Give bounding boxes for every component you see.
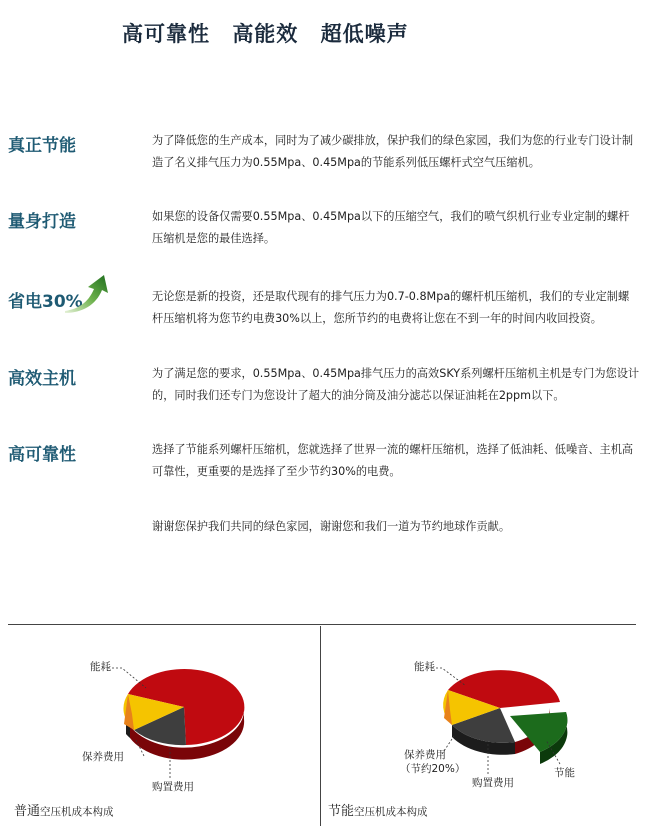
pie-chart-saving: [370, 630, 610, 804]
section-title: 高效主机: [8, 369, 76, 389]
pie-label-saving: 节能: [554, 767, 575, 779]
headline-efficiency: 高能效: [232, 22, 299, 46]
section-title: 真正节能: [8, 136, 76, 156]
pie-label-energy: 能耗: [414, 661, 435, 673]
pie-label-purchase: 购置费用: [152, 781, 194, 793]
closing-text: 谢谢您保护我们共同的绿色家园，谢谢您和我们一道为节约地球作贡献。: [152, 520, 511, 533]
headline-low-noise: 超低噪声: [320, 22, 409, 46]
pie-label-maintenance-saving: （节约20%）: [400, 763, 466, 775]
headline-reliability: 高可靠性: [122, 22, 210, 46]
caption-big: 节能: [328, 804, 355, 819]
pie-ordinary-svg: [40, 630, 280, 800]
section-body: 为了满足您的要求，0.55Mpa、0.45Mpa排气压力的高效SKY系列螺杆压缩机主机是专门为您设计的，同时我们还专门为您设计了超大的油分筒及油分滤芯以保证油耗在2ppm以下。: [152, 367, 640, 402]
section-title: 量身打造: [8, 212, 76, 232]
caption-saving: [328, 800, 428, 819]
section-body: 无论您是新的投资，还是取代现有的排气压力为0.7-0.8Mpa的螺杆机压缩机，我们的专业定制螺杆压缩机将为您节约电费30%以上，您所节约的电费将让您在不到一年的时间内收回投资。: [152, 290, 630, 325]
pie-label-purchase: 购置费用: [472, 777, 514, 789]
pie-label-maintenance: 保养费用: [404, 749, 446, 761]
section-body: 如果您的设备仅需要0.55Mpa、0.45Mpa以下的压缩空气，我们的喷气织机行业专业定制的螺杆压缩机是您的最佳选择。: [152, 210, 630, 245]
caption-ordinary: [14, 800, 114, 819]
pie-chart-ordinary: [40, 630, 280, 804]
green-up-arrow-icon: [64, 273, 110, 313]
pie-label-maintenance: 保养费用: [82, 751, 124, 763]
section-body: 选择了节能系列螺杆压缩机，您就选择了世界一流的螺杆压缩机，选择了低油耗、低噪音、主机高可靠性，更重要的是选择了至少节约30%的电费。: [152, 443, 634, 478]
caption-big: 普通: [14, 804, 41, 819]
divider-horizontal: [8, 624, 636, 625]
section-body: 为了降低您的生产成本，同时为了减少碳排放，保护我们的绿色家园，我们为您的行业专门设计制造了名义排气压力为0.55Mpa、0.45Mpa的节能系列低压螺杆式空气压缩机。: [152, 134, 634, 169]
headline: [122, 18, 423, 48]
caption-small: 空压机成本构成: [354, 806, 428, 818]
pie-label-energy: 能耗: [90, 661, 111, 673]
divider-vertical: [320, 626, 321, 826]
caption-small: 空压机成本构成: [40, 806, 114, 818]
section-title: 高可靠性: [8, 445, 76, 465]
pie-saving-svg: [370, 630, 610, 800]
section-title: 省电30%: [8, 292, 83, 312]
